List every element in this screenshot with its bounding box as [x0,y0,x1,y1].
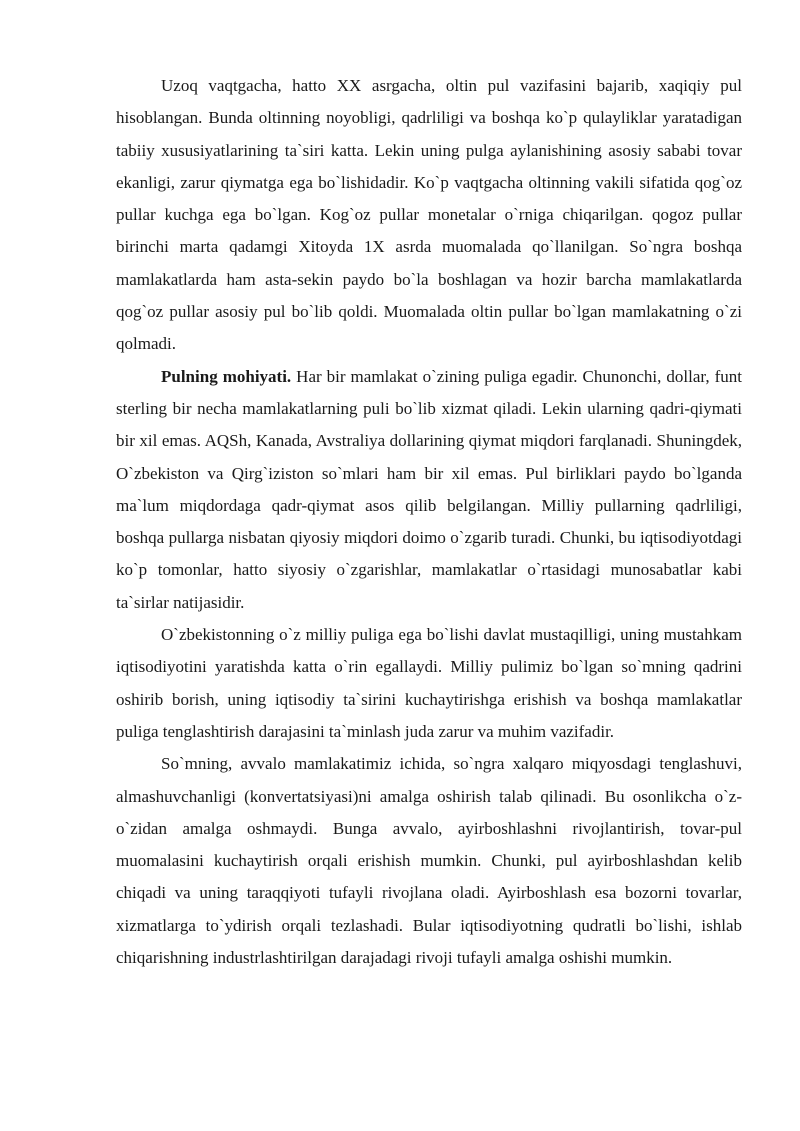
paragraph-lead-heading: Pulning mohiyati. [161,366,292,386]
paragraph-text: O`zbekistonning o`z milliy puliga ega bo`lishi davlat mustaqilligi, uning mustahkam iqtisodiyotini yaratishda katta o`rin egallaydi. Milliy pulimiz bo`lgan so`mning qadrini oshirib borish, uning iqtisodiy ta`sirini kuchaytirishga erishish va boshqa mamlakatlar puliga tenglashtirish darajasini ta`minlash juda zarur va muhim vazifadir. [116,625,742,741]
paragraph-essence-of-money [116,361,742,619]
paragraph-national-currency [116,619,742,748]
paragraph-convertibility [116,748,742,974]
paragraph-gold-money [116,70,742,361]
paragraph-text: Har bir mamlakat o`zining puliga egadir. Chunonchi, dollar, funt sterling bir necha mamlakatlarning puli bo`lib xizmat qiladi. Lekin ularning qadri-qiymati bir xil emas. AQSh, Kanada, Avstraliya dollarining qiymat miqdori farqlanadi. Shuningdek, O`zbekiston va Qirg`iziston so`mlari ham bir xil emas. Pul birliklari paydo bo`lganda ma`lum miqdordaga qadr-qiymat asos qilib belgilangan. Milliy pullarning qadrliligi, boshqa pullarga nisbatan qiyosiy miqdori doimo o`zgarib turadi. Chunki, bu iqtisodiyotdagi ko`p tomonlar, hatto siyosiy o`zgarishlar, mamlakatlar o`rtasidagi munosabatlar kabi ta`sirlar natijasidir. [116,366,742,612]
document-page [116,70,742,974]
paragraph-text: Uzoq vaqtgacha, hatto XX asrgacha, oltin pul vazifasini bajarib, xaqiqiy pul hisoblangan. Bunda oltinning noyobligi, qadrliligi va boshqa ko`p qulayliklar yaratadigan tabiiy xususiyatlarining ta`siri katta. Lekin uning pulga aylanishining asosiy sababi tovar ekanligi, zarur qiymatga ega bo`lishidadir. Ko`p vaqtgacha oltinning vakili sifatida qog`oz pullar kuchga ega bo`lgan. Kog`oz pullar monetalar o`rniga chiqarilgan. qogoz pullar birinchi marta qadamgi Xitoyda 1X asrda muomalada qo`llanilgan. So`ngra boshqa mamlakatlarda ham asta-sekin paydo bo`la boshlagan va hozir barcha mamlakatlarda qog`oz pullar asosiy pul bo`lib qoldi. Muomalada oltin pullar bo`lgan mamlakatning o`zi qolmadi. [116,76,742,354]
paragraph-text: So`mning, avvalo mamlakatimiz ichida, so`ngra xalqaro miqyosdagi tenglashuvi, almashuvchanligi (konvertatsiyasi)ni amalga oshirish talab qilinadi. Bu osonlikcha o`z-o`zidan amalga oshmaydi. Bunga avvalo, ayirboshlashni rivojlantirish, tovar-pul muomalasini kuchaytirish orqali erishish mumkin. Chunki, pul ayirboshlashdan kelib chiqadi va uning taraqqiyoti tufayli rivojlana oladi. Ayirboshlash esa bozorni tovarlar, xizmatlarga to`ydirish orqali tezlashadi. Bular iqtisodiyotning qudratli bo`lishi, ishlab chiqarishning industrlashtirilgan darajadagi rivoji tufayli amalga oshishi mumkin. [116,754,742,968]
